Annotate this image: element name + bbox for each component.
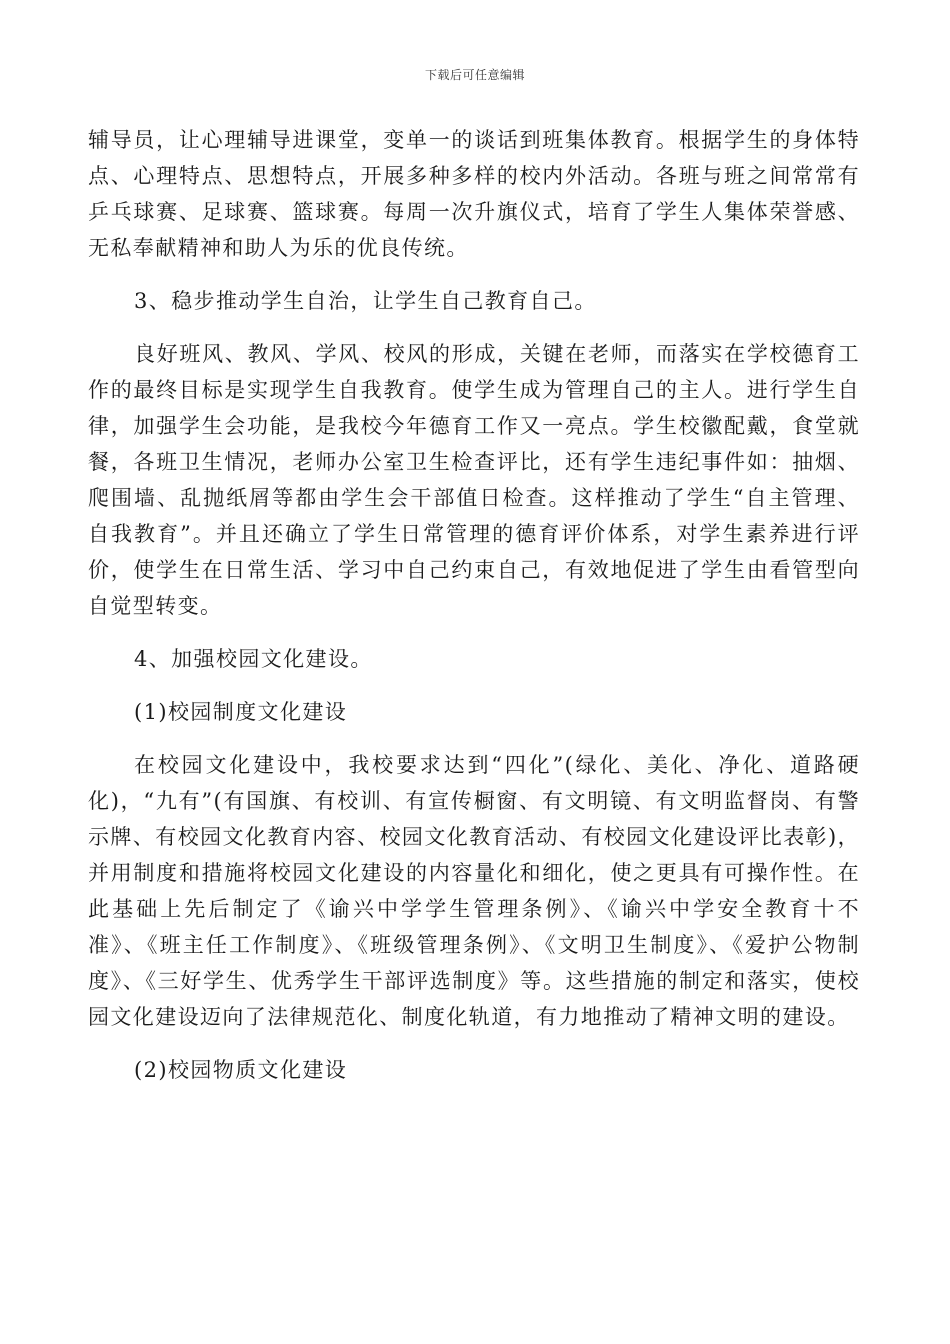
heading-campus-culture: 4、加强校园文化建设。 [134,647,373,671]
page-header-note: 下载后可任意编辑 [424,68,525,82]
paragraph-self-education: 良好班风、教风、学风、校风的形成，关键在老师，而落实在学校德育工作的最终目标是实现学生自我教育。使学生成为管理自己的主人。进行学生自律，加强学生会功能，是我校今年德育工作又一亮点。学生校徽配戴，食堂就餐，各班卫生情况，老师办公室卫生检查评比，还有学生违纪事件如：抽烟、爬围墙、乱抛纸屑等都由学生会干部值日检查。这样推动了学生“自主管理、自我教育”。并且还确立了学生日常管理的德育评价体系，对学生素养进行评价，使学生在日常生活、学习中自己约束自己，有效地促进了学生由看管型向自觉型转变。 [88,342,860,618]
paragraph-counselor-activities: 辅导员，让心理辅导进课堂，变单一的谈话到班集体教育。根据学生的身体特点、心理特点、思想特点，开展多种多样的校内外活动。各班与班之间常常有乒乓球赛、足球赛、篮球赛。每周一次升旗仪式，培育了学生人集体荣誉感、无私奉献精神和助人为乐的优良传统。 [88,128,860,260]
subheading-institutional-culture: (1)校园制度文化建设 [134,700,348,724]
document-body [88,122,860,1088]
heading-student-self-governance: 3、稳步推动学生自治，让学生自己教育自己。 [134,289,597,313]
subheading-material-culture: (2)校园物质文化建设 [134,1058,348,1082]
paragraph-institutional-culture: 在校园文化建设中，我校要求达到“四化”(绿化、美化、净化、道路硬化)，“九有”(有国旗、有校训、有宣传橱窗、有文明镜、有文明监督岗、有警示牌、有校园文化教育内容、校园文化教育活动、有校园文化建设评比表彰)，并用制度和措施将校园文化建设的内容量化和细化，使之更具有可操作性。在此基础上先后制定了《谕兴中学学生管理条例》、《谕兴中学安全教育十不准》、《班主任工作制度》、《班级管理条例》、《文明卫生制度》、《爱护公物制度》、《三好学生、优秀学生干部评选制度》等。这些措施的制定和落实，使校园文化建设迈向了法律规范化、制度化轨道，有力地推动了精神文明的建设。 [88,753,860,1029]
